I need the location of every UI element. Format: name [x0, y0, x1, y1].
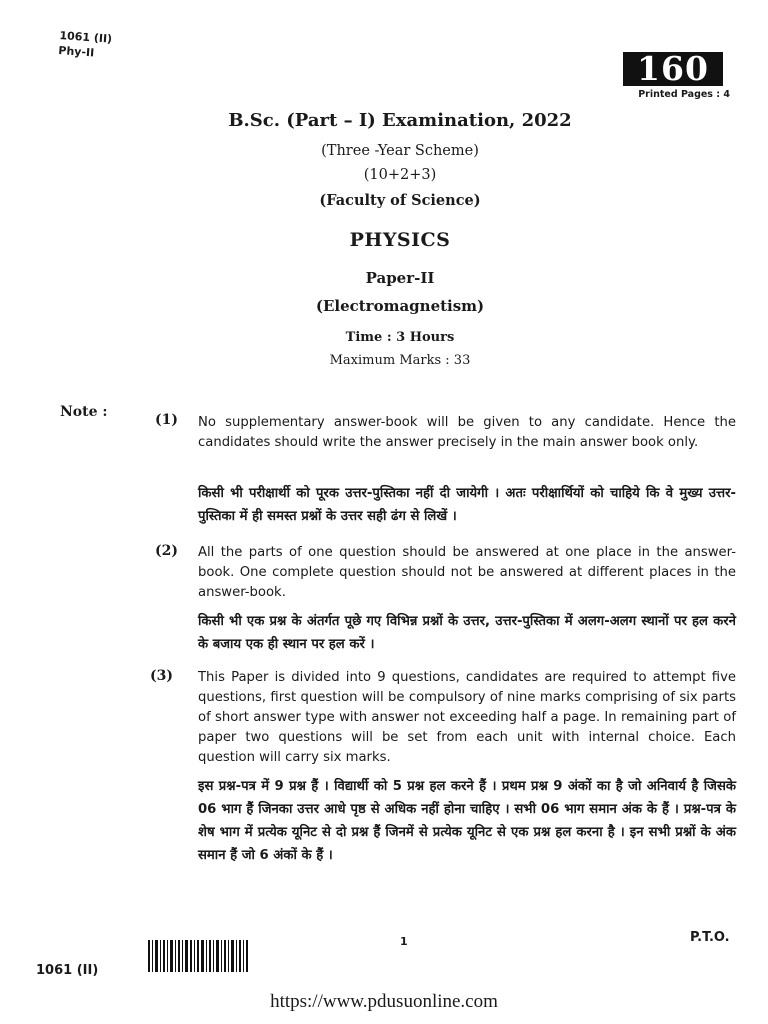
page-number: 1 [400, 935, 408, 948]
maximum-marks: Maximum Marks : 33 [329, 353, 471, 368]
printed-pages: Printed Pages : 4 [638, 89, 730, 100]
note-item-english: All the parts of one question should be answered at one place in the answer-book. One complete question should not be answered at different places in the answer-book. [198, 545, 736, 600]
note-item-hindi: किसी भी परीक्षार्थी को पूरक उत्तर-पुस्तिका नहीं दी जायेगी । अतः परीक्षार्थियों को चाहिये कि वे मुख्य उत्तर-पुस्तिका में ही समस्त प्रश्नों के उत्तर सही ढंग से लिखें । [198, 486, 736, 524]
time-allowed: Time : 3 Hours [345, 330, 455, 345]
note-label: Note : [60, 404, 108, 420]
note-item-number: (1) [155, 412, 178, 428]
note-item-hindi: इस प्रश्न-पत्र में 9 प्रश्न हैं । विद्यार्थी को 5 प्रश्न हल करने हैं । प्रथम प्रश्न 9 अंकों का है जो अनिवार्य है जिसके 06 भाग हैं जिनका उत्तर आधे पृष्ठ से अधिक नहीं होना चाहिए । सभी 06 भाग समान अंक के हैं । प्रश्न-पत्र के शेष भाग में प्रत्येक यूनिट से दो प्रश्न हैं जिनमें से प्रत्येक यूनिट से एक प्रश्न हल करना है । इन सभी प्रश्नों के अंक समान हैं जो 6 अंकों के हैं । [198, 779, 736, 863]
scheme-ratio: (10+2+3) [363, 167, 437, 183]
source-url[interactable]: https://www.pdusuonline.com [270, 991, 498, 1012]
pto-label: P.T.O. [690, 930, 730, 945]
note-item-number: (3) [150, 668, 173, 684]
scheme: (Three -Year Scheme) [321, 143, 479, 159]
barcode-icon [148, 940, 248, 972]
paper-number: Paper-II [365, 269, 435, 287]
paper-code-top-left [58, 28, 113, 62]
paper-code-bottom: 1061 (II) [36, 963, 99, 978]
note-item-number: (2) [155, 543, 178, 559]
subject: PHYSICS [349, 229, 451, 251]
note-item-hindi: किसी भी एक प्रश्न के अंतर्गत पूछे गए विभिन्न प्रश्नों के उत्तर, उत्तर-पुस्तिका में अलग-अलग स्थानों पर हल करने के बजाय एक ही स्थान पर हल करें । [198, 614, 736, 652]
paper-code-line2: Phy-II [57, 43, 95, 60]
paper-number-box: 160 [623, 52, 723, 86]
note-item-english: This Paper is divided into 9 questions, candidates are required to attempt five questions, first question will be compulsory of nine marks comprising of six parts of short answer type with answer not exceeding half a page. In remaining part of paper two questions will be set from each unit with internal choice. Each question will carry six marks. [198, 670, 736, 765]
paper-subject: (Electromagnetism) [315, 297, 485, 315]
faculty: (Faculty of Science) [319, 192, 481, 209]
note-item-english: No supplementary answer-book will be given to any candidate. Hence the candidates should write the answer precisely in the main answer book only. [198, 415, 736, 450]
exam-title: B.Sc. (Part – I) Examination, 2022 [228, 110, 572, 131]
paper-code-line1: 1061 (II) [59, 28, 113, 46]
